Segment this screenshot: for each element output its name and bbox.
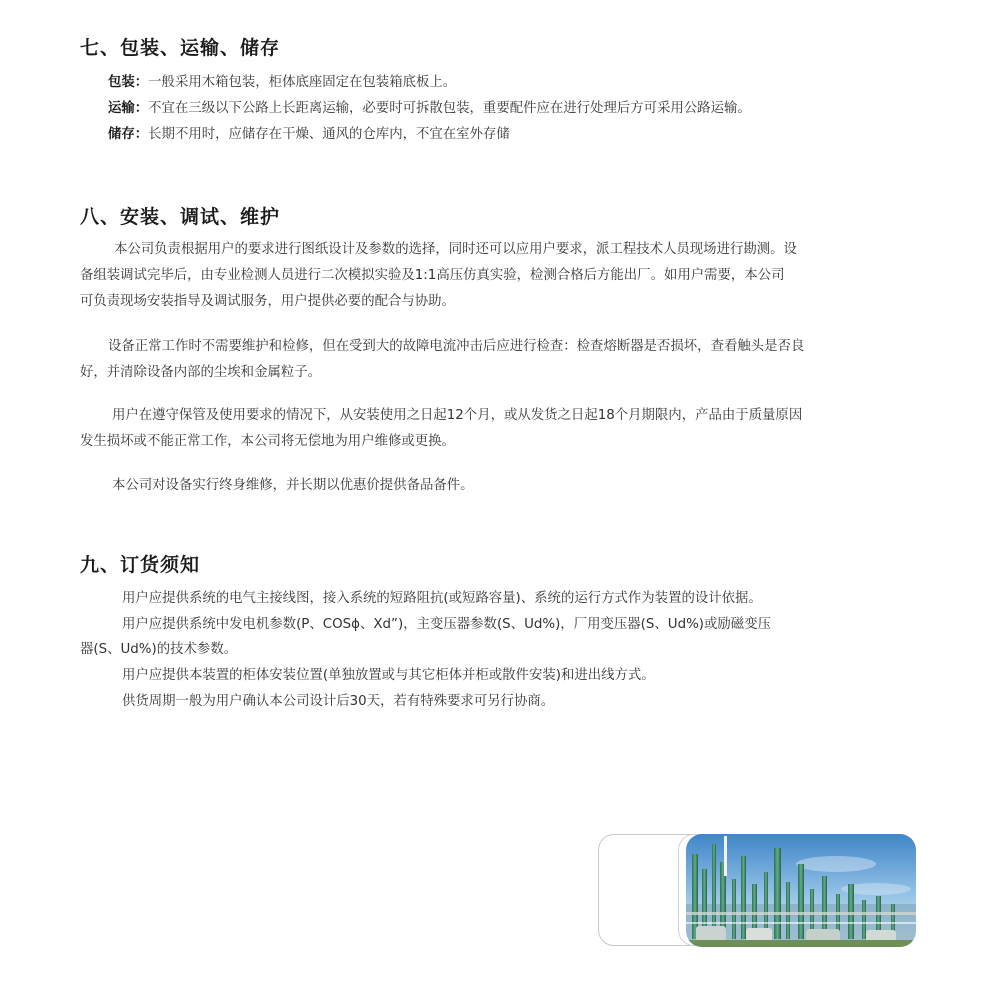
section-8-title: 八、安装、调试、维护 <box>80 206 281 228</box>
install-para-2-line-2: 好，并清除设备内部的尘埃和金属粒子。 <box>80 365 322 380</box>
install-para-3-line-2: 发生损坏或不能正常工作，本公司将无偿地为用户维修或更换。 <box>80 434 455 449</box>
install-para-1-line-2: 备组装调试完毕后，由专业检测人员进行二次模拟实验及1:1高压仿真实验，检测合格后方能出厂。如用户需要，本公司 <box>80 268 785 283</box>
storage-text: 长期不用时，应储存在干燥、通风的仓库内，不宜在室外存储 <box>148 127 510 142</box>
install-para-4-line-1: 本公司对设备实行终身维修，并长期以优惠价提供备品备件。 <box>112 478 474 493</box>
packing-line <box>108 73 456 93</box>
section-7-title: 七、包装、运输、储存 <box>80 37 281 59</box>
packing-text: 一般采用木箱包装，柜体底座固定在包装箱底板上。 <box>148 75 457 90</box>
storage-line <box>108 125 510 145</box>
storage-label: 储存： <box>108 127 149 142</box>
install-para-3-line-1: 用户在遵守保管及使用要求的情况下，从安装使用之日起12个月，或从发货之日起18个月期限内，产品由于质量原因 <box>112 408 803 423</box>
order-line-2: 用户应提供系统中发电机参数(P、COSϕ、Xd”)，主变压器参数(S、Ud%)，厂用变压器(S、Ud%)或励磁变压 <box>122 617 771 632</box>
transport-line <box>108 99 751 119</box>
industrial-plant-photo <box>686 834 916 947</box>
transport-label: 运输： <box>108 101 149 116</box>
install-para-2-line-1: 设备正常工作时不需要维护和检修，但在受到大的故障电流冲击后应进行检查：检查熔断器是否损坏，查看触头是否良 <box>108 339 805 354</box>
order-line-5: 供货周期一般为用户确认本公司设计后30天，若有特殊要求可另行协商。 <box>122 694 555 709</box>
order-line-3: 器(S、Ud%)的技术参数。 <box>80 642 238 657</box>
packing-label: 包装： <box>108 75 149 90</box>
install-para-1-line-3: 可负责现场安装指导及调试服务，用户提供必要的配合与协助。 <box>80 294 455 309</box>
transport-text: 不宜在三级以下公路上长距离运输，必要时可拆散包装，重要配件应在进行处理后方可采用公路运输。 <box>148 101 751 116</box>
order-line-1: 用户应提供系统的电气主接线图，接入系统的短路阻抗(或短路容量)、系统的运行方式作为装置的设计依据。 <box>122 591 762 606</box>
section-9-title: 九、订货须知 <box>80 554 201 576</box>
order-line-4: 用户应提供本装置的柜体安装位置(单独放置或与其它柜体并柜或散件安装)和进出线方式。 <box>122 668 655 683</box>
install-para-1-line-1: 本公司负责根据用户的要求进行图纸设计及参数的选择，同时还可以应用户要求，派工程技术人员现场进行勘测。设 <box>114 242 797 257</box>
